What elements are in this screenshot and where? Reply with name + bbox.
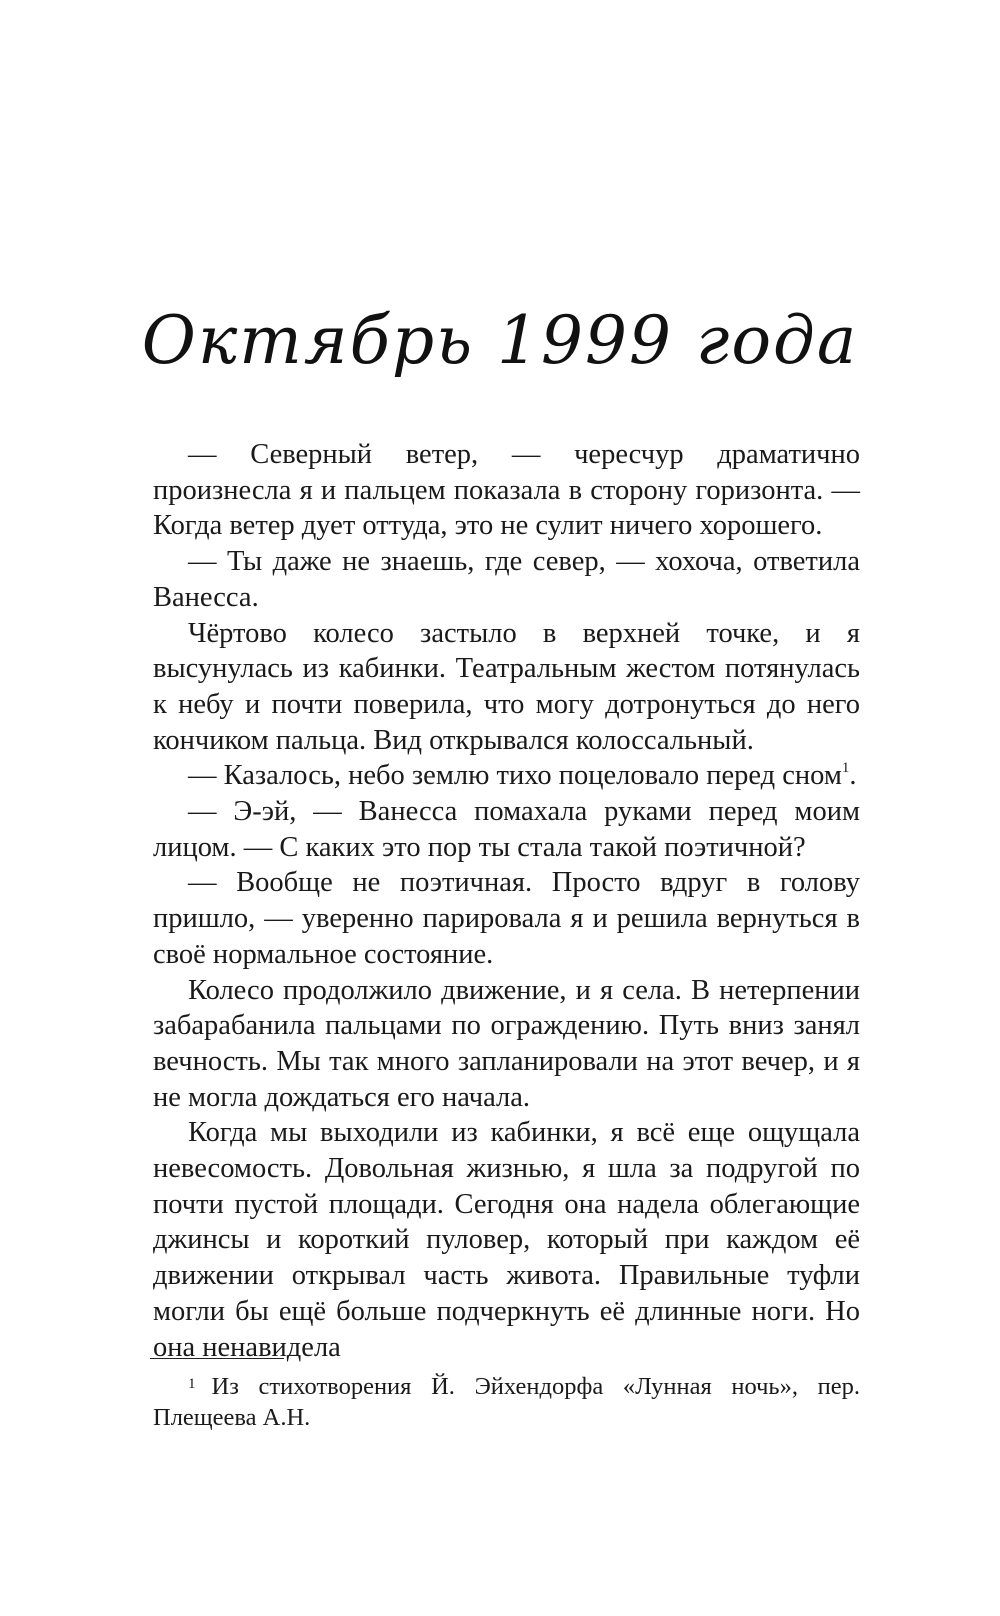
chapter-title: Октябрь 1999 года: [141, 302, 859, 379]
paragraph: — Северный ветер, — чересчур драматично произнесла я и пальцем показала в сторону горизонта. — Когда ветер дует оттуда, это не сулит ничего хорошего.: [153, 439, 860, 542]
footnote-text: Из стихотворения Й. Эйхендорфа «Лунная ночь», пер. Плещеева А.Н.: [153, 1373, 860, 1431]
body-text: [153, 437, 860, 1365]
footnote: [153, 1369, 860, 1433]
footnote-divider: [150, 1358, 284, 1359]
paragraph-text: — Казалось, небо землю тихо поцеловало перед сном: [188, 760, 842, 792]
paragraph: — Вообще не поэтичная. Просто вдруг в голову пришло, — уверенно парировала я и решила вернуться в своё нормальное состояние.: [153, 867, 860, 970]
paragraph: — Э-эй, — Ванесса помахала руками перед моим лицом. — С каких это пор ты стала такой поэтичной?: [153, 796, 860, 863]
paragraph: — Ты даже не знаешь, где север, — хохоча, ответила Ванесса.: [153, 546, 860, 613]
footnote-reference[interactable]: 1: [841, 760, 850, 777]
paragraph: Чёртово колесо застыло в верхней точке, и я высунулась из кабинки. Театральным жестом потянулась к небу и почти поверила, что могу дотронуться до него кончиком пальца. Вид открывался колоссальный.: [153, 617, 860, 756]
paragraph: Колесо продолжило движение, и я села. В нетерпении забарабанила пальцами по ограждению. Путь вниз занял вечность. Мы так много запланировали на этот вечер, и я не могла дождаться его начала.: [153, 974, 860, 1113]
paragraph: Когда мы выходили из кабинки, я всё еще ощущала невесомость. Довольная жизнью, я шла за подругой по почти пустой площади. Сегодня она надела облегающие джинсы и короткий пуловер, который при каждом её движении открывал часть живота. Правильные туфли могли бы ещё больше подчеркнуть её длинные ноги. Но она ненавидела: [153, 1117, 860, 1363]
paragraph-with-footnote: — Казалось, небо землю тихо поцеловало перед сном$^1$.: [188, 760, 857, 792]
footnote-mark: 1: [188, 1376, 196, 1392]
